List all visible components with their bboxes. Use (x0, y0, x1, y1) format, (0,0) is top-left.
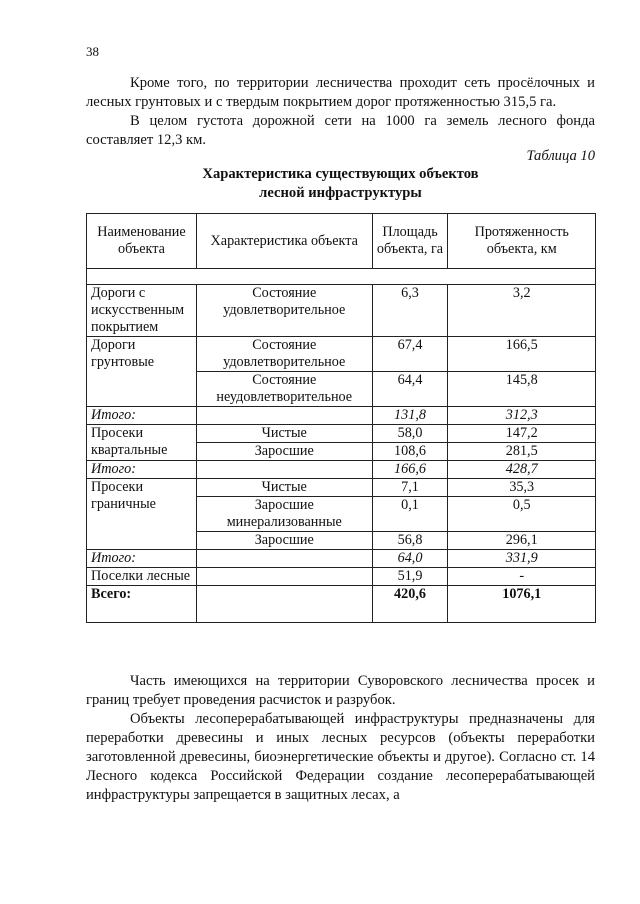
cell-characteristic: Состояние удовлетворительное (196, 285, 372, 337)
infrastructure-table (86, 213, 596, 623)
cell-area: 51,9 (372, 568, 448, 586)
cell-area: 166,6 (372, 461, 448, 479)
cell-name: Поселки лесные (87, 568, 197, 586)
cell-area: 64,0 (372, 550, 448, 568)
page-number: 38 (86, 44, 99, 59)
cell-characteristic: Заросшие минерализованные (196, 497, 372, 532)
cell-length: 428,7 (448, 461, 596, 479)
table-subtotal-row (87, 461, 596, 479)
cell-area: 64,4 (372, 372, 448, 407)
cell-name: Итого: (87, 461, 197, 479)
cell-area: 58,0 (372, 425, 448, 443)
table-row (87, 285, 596, 337)
table-title (86, 165, 595, 203)
table-title-line-2: лесной инфраструктуры (259, 185, 422, 201)
table-caption: Таблица 10 (526, 148, 595, 164)
cell-length: 147,2 (448, 425, 596, 443)
cell-area: 67,4 (372, 337, 448, 372)
cell-characteristic: Состояние неудовлетворительное (196, 372, 372, 407)
cell-length: 0,5 (448, 497, 596, 532)
table-subtotal-row (87, 550, 596, 568)
cell-area: 0,1 (372, 497, 448, 532)
cell-length: 296,1 (448, 532, 596, 550)
cell-area: 56,8 (372, 532, 448, 550)
paragraph-processing: Объекты лесоперерабатывающей инфраструктуры предназначены для переработки древесины и иных лесных ресурсов (объекты переработки заготовленной древесины, биоэнергетические объекты и другое). Согласно ст. 14 Лесного кодекса Российской Федерации создание лесоперерабатывающей инфраструктуры запрещается в защитных лесах, а (86, 711, 595, 803)
table-header-row (87, 214, 596, 269)
cell-characteristic: Заросшие (196, 532, 372, 550)
paragraph-density: В целом густота дорожной сети на 1000 га земель лесного фонда составляет 12,3 км. (86, 113, 595, 148)
cell-name: Просеки граничные (87, 479, 197, 550)
cell-length: 312,3 (448, 407, 596, 425)
header-area: Площадь объекта, га (372, 214, 448, 269)
cell-length: - (448, 568, 596, 586)
cell-area: 131,8 (372, 407, 448, 425)
table-row (87, 337, 596, 372)
cell-characteristic: Чистые (196, 425, 372, 443)
paragraph-clearings: Часть имеющихся на территории Суворовского лесничества просек и границ требует проведения расчисток и разрубок. (86, 673, 595, 708)
cell-characteristic: Заросшие (196, 443, 372, 461)
cell-area: 420,6 (372, 586, 448, 623)
cell-name: Дороги с искусственным покрытием (87, 285, 197, 337)
header-name: Наименование объекта (87, 214, 197, 269)
table-row (87, 568, 596, 586)
cell-length: 3,2 (448, 285, 596, 337)
cell-name: Всего: (87, 586, 197, 623)
cell-characteristic: Чистые (196, 479, 372, 497)
table-row (87, 479, 596, 497)
table-subtotal-row (87, 407, 596, 425)
cell-area: 108,6 (372, 443, 448, 461)
table-title-line-1: Характеристика существующих объектов (202, 166, 479, 182)
table-empty-row (87, 269, 596, 285)
cell-area: 6,3 (372, 285, 448, 337)
cell-length: 281,5 (448, 443, 596, 461)
cell-length: 166,5 (448, 337, 596, 372)
cell-name: Итого: (87, 550, 197, 568)
cell-length: 1076,1 (448, 586, 596, 623)
cell-name: Просеки квартальные (87, 425, 197, 461)
cell-characteristic: Состояние удовлетворительное (196, 337, 372, 372)
cell-length: 331,9 (448, 550, 596, 568)
cell-name: Дороги грунтовые (87, 337, 197, 407)
cell-area: 7,1 (372, 479, 448, 497)
table-row (87, 425, 596, 443)
table-total-row (87, 586, 596, 623)
cell-name: Итого: (87, 407, 197, 425)
cell-length: 35,3 (448, 479, 596, 497)
header-length: Протяженность объекта, км (448, 214, 596, 269)
cell-length: 145,8 (448, 372, 596, 407)
paragraph-roads: Кроме того, по территории лесничества проходит сеть просёлочных и лесных грунтовых и с твердым покрытием дорог протяженностью 315,5 га. (86, 75, 595, 110)
header-characteristic: Характеристика объекта (196, 214, 372, 269)
